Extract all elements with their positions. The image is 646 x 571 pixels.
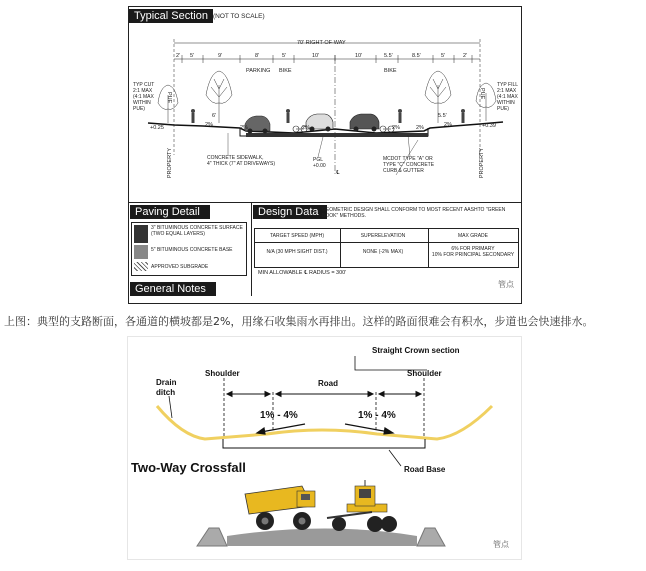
dump-truck [245, 486, 315, 530]
car-left [245, 116, 270, 134]
elevation-right: +0.39 [482, 123, 496, 129]
property-right: PROPERTY [479, 148, 485, 179]
slope-3: 2% [302, 125, 310, 131]
property-left: PROPERTY [167, 148, 173, 179]
centerline-symbol: ℄ [336, 170, 340, 176]
general-notes-title: General Notes [130, 282, 216, 296]
design-speed-value: N/A (30 MPH SIGHT DIST.) [266, 249, 328, 255]
design-superelevation-value: NONE (-2% MAX) [362, 249, 404, 255]
section-divider [128, 202, 521, 203]
paving-detail-title: Paving Detail [130, 205, 210, 219]
paving-item-2: 5" BITUMINOUS CONCRETE BASE [151, 247, 233, 253]
dim-55ft: 5.5' [438, 113, 447, 119]
cross-section-drawing [128, 25, 520, 220]
paving-item-3: APPROVED SUBGRADE [151, 264, 209, 270]
road-label: Road [318, 379, 338, 388]
dim-11: 2' [463, 53, 468, 59]
design-header-grade: MAX GRADE [457, 233, 488, 239]
watermark-bottom: 管点 [493, 540, 509, 549]
slope-5: 2% [416, 125, 424, 131]
cut-slope-note: TYP CUT 2:1 MAX (4:1 MAX WITHIN PUE) [133, 82, 155, 112]
lane-label-bike-right: BIKE [384, 68, 397, 74]
pue-right: PUE [479, 88, 485, 100]
right-of-way-label: 70' RIGHT-OF-WAY [297, 40, 346, 46]
two-way-crossfall-label: Two-Way Crossfall [131, 460, 246, 475]
subgrade-swatch [134, 262, 148, 271]
design-data-title: Design Data [253, 205, 327, 219]
lane-label-parking: PARKING [246, 68, 271, 74]
slope-1: 2% [205, 122, 213, 128]
not-to-scale-note: (NOT TO SCALE) [213, 13, 265, 20]
road-base-label: Road Base [404, 465, 446, 474]
dim-8: 5.5' [384, 53, 393, 59]
pue-left: PUE [166, 92, 172, 104]
dim-4: 8' [255, 53, 260, 59]
pgl-label: PGL +0.00 [313, 157, 326, 169]
dim-5: 5' [282, 53, 287, 59]
shoulder-right-label: Shoulder [407, 369, 442, 378]
design-grade-value: 6% FOR PRIMARY 10% FOR PRINCIPAL SECONDARY [431, 246, 515, 258]
dim-10: 5' [441, 53, 446, 59]
slope-4: 2% [392, 125, 400, 131]
design-header-superelevation: SUPERELEVATION [360, 233, 406, 239]
paving-item-1: 3" BITUMINOUS CONCRETE SURFACE (TWO EQUAL LAYERS) [151, 225, 243, 237]
design-table [254, 228, 519, 268]
crossfall-drawing [127, 336, 520, 558]
paving-legend [131, 222, 247, 276]
typical-section-title: Typical Section [129, 9, 213, 23]
bituminous-surface-swatch [134, 225, 148, 243]
slope-6: 2% [444, 122, 452, 128]
sidewalk-note: CONCRETE SIDEWALK, 4" THICK (7" AT DRIVEWAYS) [207, 155, 276, 167]
tree-left [206, 71, 232, 123]
design-data-note: GEOMETRIC DESIGN SHALL CONFORM TO MOST RECENT AASHTO "GREEN BOOK" METHODS. [322, 207, 506, 219]
lane-label-bike-left: BIKE [279, 68, 292, 74]
car-right [350, 114, 379, 132]
dim-6ft: 6' [212, 113, 217, 119]
watermark-top: 管点 [498, 280, 514, 289]
motor-grader [327, 480, 397, 532]
dim-2: 5' [190, 53, 195, 59]
fill-slope-note: TYP FILL 2:1 MAX (4:1 MAX WITHIN PUE) [497, 82, 519, 112]
bituminous-base-swatch [134, 245, 148, 259]
dim-6: 10' [312, 53, 320, 59]
caption-text: 上图：典型的支路断面，各通道的横坡都是2%，用缘石收集雨水再排出。这样的路面很难会有积水，步道也会快速排水。 [4, 315, 594, 328]
panel-divider [251, 202, 252, 296]
slope-2: 2% [240, 125, 248, 131]
straight-crown-title: Straight Crown section [372, 346, 460, 355]
drain-ditch-label: Drain ditch [156, 378, 177, 397]
design-header-speed: TARGET SPEED (MPH) [270, 233, 324, 239]
shoulder-left-label: Shoulder [205, 369, 240, 378]
dim-9: 8.5' [412, 53, 421, 59]
dim-3: 9' [218, 53, 223, 59]
slope-left-label: 1% - 4% [260, 410, 298, 421]
dim-1: 2' [176, 53, 181, 59]
slope-right-label: 1% - 4% [358, 410, 396, 421]
curb-note: MCDOT TYPE "A" OR TYPE "C" CONCRETE CURB & GUTTER [383, 156, 435, 174]
car-middle [306, 114, 333, 132]
elevation-left: +0.25 [150, 125, 164, 131]
dim-7: 10' [355, 53, 363, 59]
min-radius-note: MIN ALLOWABLE ℄ RADIUS = 300' [258, 270, 347, 276]
